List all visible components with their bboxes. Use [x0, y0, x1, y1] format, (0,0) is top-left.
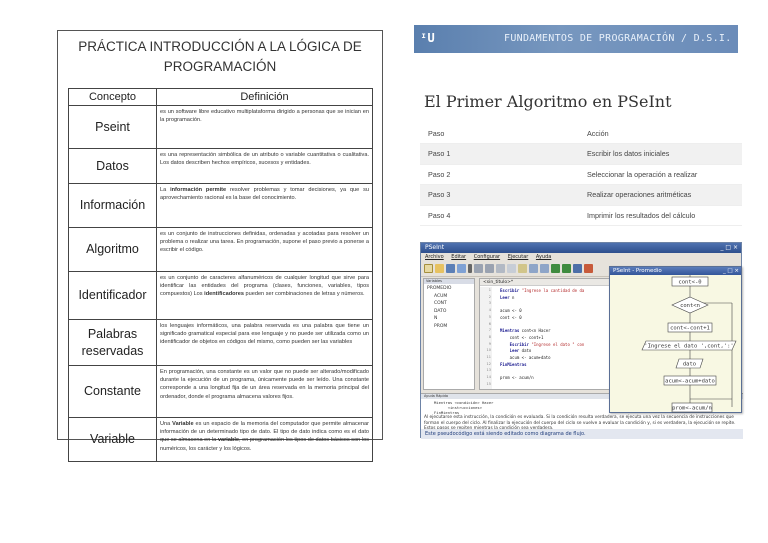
flow-node-increment-label: cont<-cont+1 — [670, 325, 710, 332]
code-text: cont <- 0 — [500, 314, 522, 320]
code-line — [500, 335, 584, 342]
pseint-menubar — [421, 253, 741, 262]
flow-node-accumulate-label: acum<-acum+dato — [665, 378, 715, 385]
line-numbers: 1 2 3 4 5 6 7 8 9 10 11 12 13 14 15 — [480, 287, 492, 389]
university-logo: ᴵU — [420, 31, 436, 45]
flow-node-output-label: 'Ingrese el dato ',cont,':' — [644, 343, 734, 350]
code-line — [500, 328, 584, 335]
search-icon[interactable] — [540, 264, 549, 273]
code-line — [500, 348, 584, 355]
redo-icon[interactable] — [485, 264, 494, 273]
menu-configurar[interactable]: Configurar — [473, 254, 501, 260]
code-keyword: Mientras — [500, 328, 520, 334]
table-header-row — [69, 89, 373, 106]
steps-header-row — [420, 123, 742, 144]
definition-bold: Variable — [172, 421, 194, 427]
definition-text: resolver problemas y tomar decisiones, ya que su aprovechamiento racional es la base del conocimiento. — [160, 187, 369, 202]
variables-root[interactable]: PROMEDIO — [427, 286, 452, 291]
separator-icon — [468, 264, 472, 273]
code-text: cont<n Hacer — [519, 328, 551, 334]
menu-archivo[interactable]: Archivo — [425, 254, 444, 260]
flowchart-icon[interactable] — [573, 264, 582, 273]
table-row — [69, 366, 373, 418]
copy-icon[interactable] — [507, 264, 516, 273]
table-row — [69, 106, 373, 149]
code-line — [500, 362, 584, 369]
new-file-icon[interactable] — [424, 264, 433, 273]
definition-bold: variable — [217, 437, 240, 444]
concept-cell: Pseint — [69, 106, 157, 149]
definition-cell: es una representación simbólica de un atributo o variable cuantitativa o cualitativa. Los datos describen hechos empíricos, sucesos y entidades. — [157, 149, 373, 184]
code-editor[interactable] — [479, 278, 629, 390]
flow-node-average-label: prom<-acum/n — [672, 405, 712, 412]
table-row — [69, 320, 373, 366]
code-keyword: Escribir — [500, 341, 529, 347]
definition-cell: es un conjunto de instrucciones definidas, ordenadas y acotadas para resolver un problema o realizar una tarea. En programación, supone el paso previo a ponerse a escribir el código. — [157, 228, 373, 272]
code-line — [500, 288, 584, 295]
step-row — [420, 185, 742, 206]
definition-cell — [157, 272, 373, 320]
slide-banner — [414, 25, 738, 53]
practice-document — [57, 30, 383, 452]
definition-bold: información permite — [170, 187, 227, 193]
flowchart-window-controls[interactable]: _ □ × — [722, 268, 739, 274]
definition-text: es un espacio de la memoria del computador que permite almacenar información de un determinado tipo de dato. El tipo de dato indica como es el dato que se almacena en la — [160, 421, 369, 444]
concept-cell: Algoritmo — [69, 228, 157, 272]
step-row — [420, 164, 742, 185]
code-line — [500, 315, 584, 322]
step-paso: Paso 3 — [420, 185, 570, 206]
flowchart-titlebar — [610, 267, 741, 275]
table-row — [69, 149, 373, 184]
window-controls[interactable]: _ □ × — [720, 244, 738, 251]
cut-icon[interactable] — [496, 264, 505, 273]
code-line — [500, 308, 584, 315]
table-row — [69, 272, 373, 320]
open-folder-icon[interactable] — [435, 264, 444, 273]
flowchart-window — [609, 266, 742, 413]
flow-node-condition-label: cont<n — [680, 303, 700, 309]
menu-editar[interactable]: Editar — [451, 254, 467, 260]
step-row — [420, 205, 742, 226]
steps-header-paso: Paso — [420, 123, 570, 144]
variable-item[interactable]: N — [434, 316, 438, 321]
definition-cell — [157, 184, 373, 228]
definition-bold: identificadores — [204, 291, 244, 298]
definition-text: , en programación los tipos de datos básicos son los numéricos, los carácter y los lógicos. — [160, 437, 369, 452]
quick-help-header: Ayuda Rápida — [421, 394, 743, 399]
step-paso: Paso 2 — [420, 164, 570, 185]
course-title: FUNDAMENTOS DE PROGRAMACIÓN / D.S.I. — [504, 33, 732, 44]
code-keyword: Leer — [500, 348, 520, 354]
paste-icon[interactable] — [518, 264, 527, 273]
menu-ayuda[interactable]: Ayuda — [535, 254, 552, 260]
code-lines — [500, 288, 584, 382]
code-keyword: Escribir — [500, 288, 520, 293]
flowchart-canvas — [610, 275, 741, 413]
code-line — [500, 295, 584, 302]
step-accion: Escribir los datos iniciales — [570, 144, 742, 165]
pseint-window-title: PSeInt — [425, 244, 445, 251]
editor-tab[interactable]: <sin_titulo>* — [480, 279, 628, 286]
code-text: dato — [519, 348, 532, 354]
code-text: acum <- 0 — [500, 308, 522, 314]
pseint-titlebar — [421, 243, 741, 253]
concept-cell: Variable — [69, 418, 157, 462]
step-row — [420, 144, 742, 165]
step-accion: Realizar operaciones aritméticas — [570, 185, 742, 206]
code-text: cont <- cont+1 — [500, 334, 544, 340]
code-line — [500, 375, 584, 382]
definition-text: La — [160, 187, 171, 193]
step-paso: Paso 4 — [420, 205, 570, 226]
definition-cell: es un software libre educativo multiplataforma dirigido a personas que se inician en la programación. — [157, 106, 373, 149]
steps-table — [420, 123, 742, 226]
undo-icon[interactable] — [474, 264, 483, 273]
definition-cell — [157, 418, 373, 462]
variable-item[interactable]: CONT — [434, 301, 447, 306]
concept-cell: Información — [69, 184, 157, 228]
code-text: prom <- acum/n — [500, 375, 534, 381]
code-line — [500, 322, 584, 329]
concept-cell: Identificador — [69, 272, 157, 320]
step-icon[interactable] — [562, 264, 571, 273]
table-row — [69, 418, 373, 462]
code-line — [500, 368, 584, 375]
concept-cell: Constante — [69, 366, 157, 418]
header-concept: Concepto — [69, 89, 157, 106]
concept-table — [68, 88, 373, 462]
code-keyword: Leer — [500, 294, 510, 300]
steps-header-accion: Acción — [570, 123, 742, 144]
step-accion: Seleccionar la operación a realizar — [570, 164, 742, 185]
variable-item[interactable]: ACUM — [434, 293, 448, 299]
definition-text: es un conjunto de caracteres alfanuméricos de cualquier longitud que sirve para identificar las entidades del programa (clases, funciones, variables, tipos compuestos) Los — [160, 275, 369, 298]
pseint-window — [420, 242, 742, 438]
concept-cell: Palabras reservadas — [69, 320, 157, 366]
variables-panel — [423, 278, 475, 390]
save-as-icon[interactable] — [457, 264, 466, 273]
concept-cell: Datos — [69, 149, 157, 184]
definition-cell: En programación, una constante es un valor que no puede ser alterado/modificado durante la ejecución de un programa, únicamente puede ser leído. Una constante corresponde a una longitud fija de un área reservada en la memoria principal del ordenador, donde el programa almacena valores fijos. — [157, 366, 373, 418]
quick-help-code: Mientras <condición> Hacer <instrucciones> FinMientras — [434, 400, 494, 415]
table-row — [69, 228, 373, 272]
definition-text: pueden ser combinaciones de letras y números. — [243, 291, 365, 298]
flow-node-init-label: cont<-0 — [678, 279, 702, 286]
document-title: PRÁCTICA INTRODUCCIÓN A LA LÓGICA DE PROGRAMACIÓN — [78, 39, 362, 74]
step-accion: Imprimir los resultados del cálculo — [570, 205, 742, 226]
code-keyword: FinMientras — [500, 361, 527, 367]
quick-help-text: Al ejecutarse esta instrucción, la condición es evaluada. Si la condición resulta verdadera, se ejecuta una vez la secuencia de instrucciones que forman el cuerpo del ciclo. Al finalizar la ejecución del cuerpo del ciclo se vuelve a evaluar la condición y, si es verdadera, la ejecución se repite. — [424, 415, 736, 426]
code-line — [500, 355, 584, 362]
run-icon[interactable] — [551, 264, 560, 273]
code-string: "Ingrese el dato " con — [531, 341, 585, 347]
code-text: n — [509, 294, 515, 300]
status-bar: Este pseudocódigo está siendo editado como diagrama de flujo. — [421, 429, 743, 439]
table-row — [69, 184, 373, 228]
variables-panel-header: Variables — [424, 279, 474, 284]
code-string: "Ingrese la cantidad de da — [521, 288, 585, 293]
definition-cell: los lenguajes informáticos, una palabra reservada es una palabra que tiene un significado gramatical especial para ese lenguaje y no puede ser utilizada como un identificador de objetos en códigos del mismo, como pueden ser las variables — [157, 320, 373, 366]
step-paso: Paso 1 — [420, 144, 570, 165]
header-definition: Definición — [157, 89, 373, 106]
code-text: acum <- acum+dato — [500, 355, 551, 361]
debug-icon[interactable] — [584, 264, 593, 273]
flowchart-title: PSeInt - Promedio — [613, 268, 662, 274]
variable-item[interactable]: DATO — [434, 308, 447, 314]
variable-item[interactable]: PROM — [434, 323, 448, 329]
flow-node-input-label: dato — [682, 361, 697, 368]
code-line — [500, 301, 584, 308]
save-icon[interactable] — [446, 264, 455, 273]
code-line — [500, 342, 584, 349]
slide-heading: El Primer Algoritmo en PSeInt — [424, 92, 672, 111]
indent-icon[interactable] — [529, 264, 538, 273]
definition-text: Una — [160, 421, 173, 427]
menu-ejecutar[interactable]: Ejecutar — [507, 254, 529, 260]
